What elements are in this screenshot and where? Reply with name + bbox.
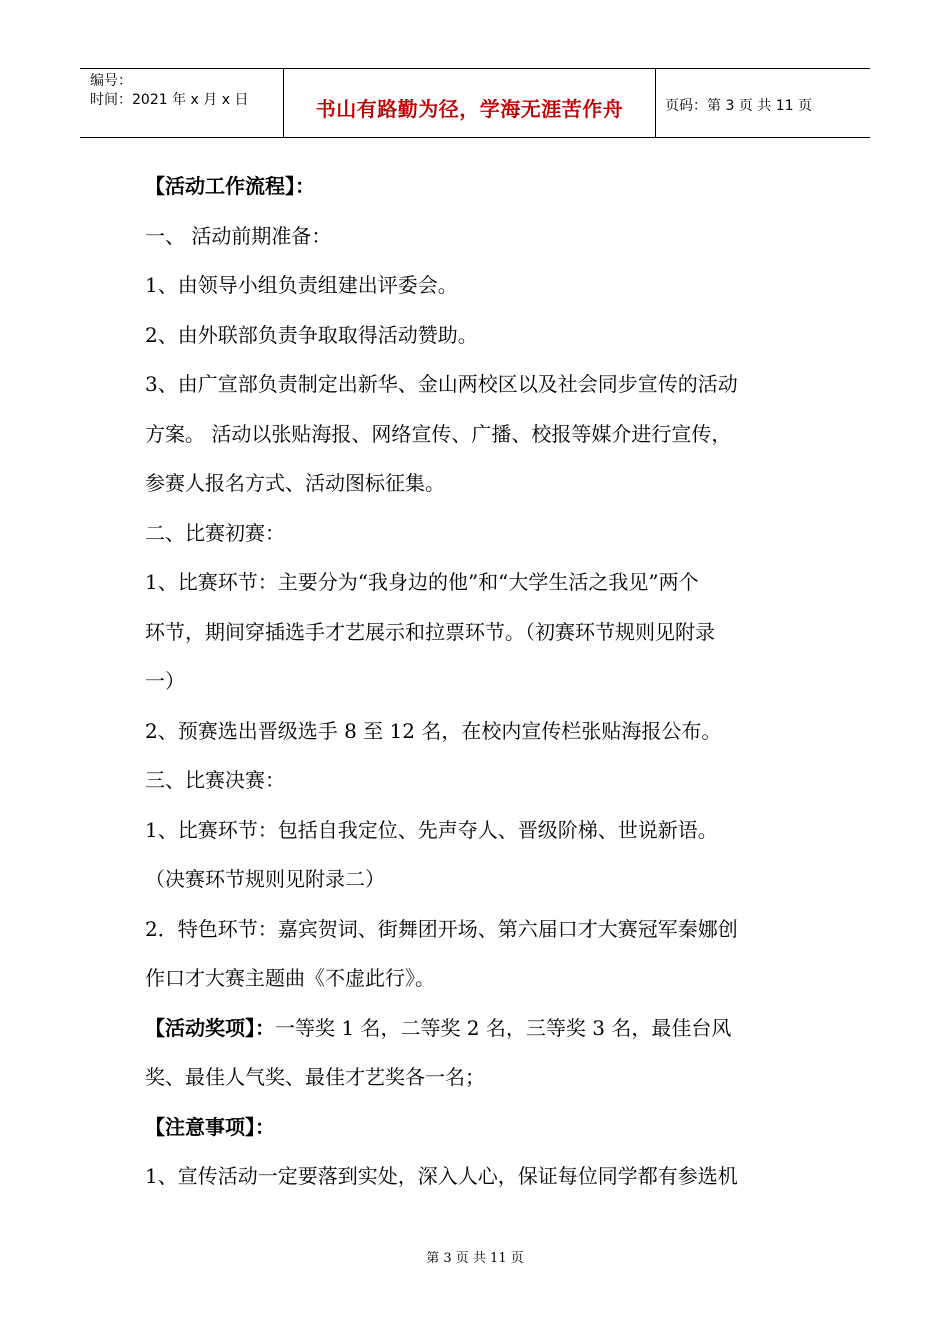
body-line: 2、由外联部负责争取取得活动赞助。 [145, 322, 478, 347]
serial-label: 编号： [90, 73, 132, 89]
date-label: 时间：2021 年 x 月 x 日 [90, 92, 249, 108]
body-line: 1、比赛环节：包括自我定位、先声夺人、晋级阶梯、世说新语。 [145, 817, 718, 842]
body-line: 一、 活动前期准备： [145, 223, 332, 248]
page-label: 页码：第 3 页 共 11 页 [665, 98, 812, 114]
body-line: 环节，期间穿插选手才艺展示和拉票环节。（初赛环节规则见附录 [145, 619, 715, 644]
body-line: 3、由广宣部负责制定出新华、金山两校区以及社会同步宣传的活动 [145, 372, 738, 396]
body-line: （决赛环节规则见附录二） [145, 867, 385, 891]
page-header [80, 68, 870, 138]
body-line: 1、比赛环节：主要分为“我身边的他”和“大学生活之我见”两个 [145, 570, 699, 594]
line-text: 一等奖 1 名，二等奖 2 名，三等奖 3 名，最佳台风 [275, 1015, 732, 1040]
header-page-cell [655, 69, 870, 137]
body-line: 2．特色环节：嘉宾贺词、街舞团开场、第六届口才大赛冠军秦娜创 [145, 916, 738, 941]
body-line: 参赛人报名方式、活动图标征集。 [145, 471, 445, 495]
body-line: 1、宣传活动一定要落到实处，深入人心，保证每位同学都有参选机 [145, 1164, 738, 1188]
body-line: 方案。 活动以张贴海报、网络宣传、广播、校报等媒介进行宣传， [145, 421, 732, 446]
body-line: 1、由领导小组负责组建出评委会。 [145, 273, 458, 297]
header-meta-cell [80, 69, 283, 137]
body-line: 2、预赛选出晋级选手 8 至 12 名，在校内宣传栏张贴海报公布。 [145, 718, 722, 743]
page-footer: 第 3 页 共 11 页 [426, 1251, 524, 1266]
body-line: 二、比赛初赛： [145, 520, 285, 545]
body-line: 【注意事项】： [145, 1114, 275, 1139]
body-line: 作口才大赛主题曲《不虚此行》。 [145, 966, 435, 990]
body-line: 【活动工作流程】： [145, 174, 315, 198]
body-line: 三、比赛决赛： [145, 768, 285, 792]
section-label: 【活动奖项】： [145, 1015, 275, 1040]
document-body [145, 168, 825, 1208]
body-line: 奖、最佳人气奖、最佳才艺奖各一名； [145, 1065, 485, 1089]
body-line: 一） [145, 669, 185, 693]
body-line [145, 1010, 825, 1060]
motto-text: 书山有路勤为径，学海无涯苦作舟 [315, 97, 624, 121]
header-motto-cell [283, 69, 656, 137]
